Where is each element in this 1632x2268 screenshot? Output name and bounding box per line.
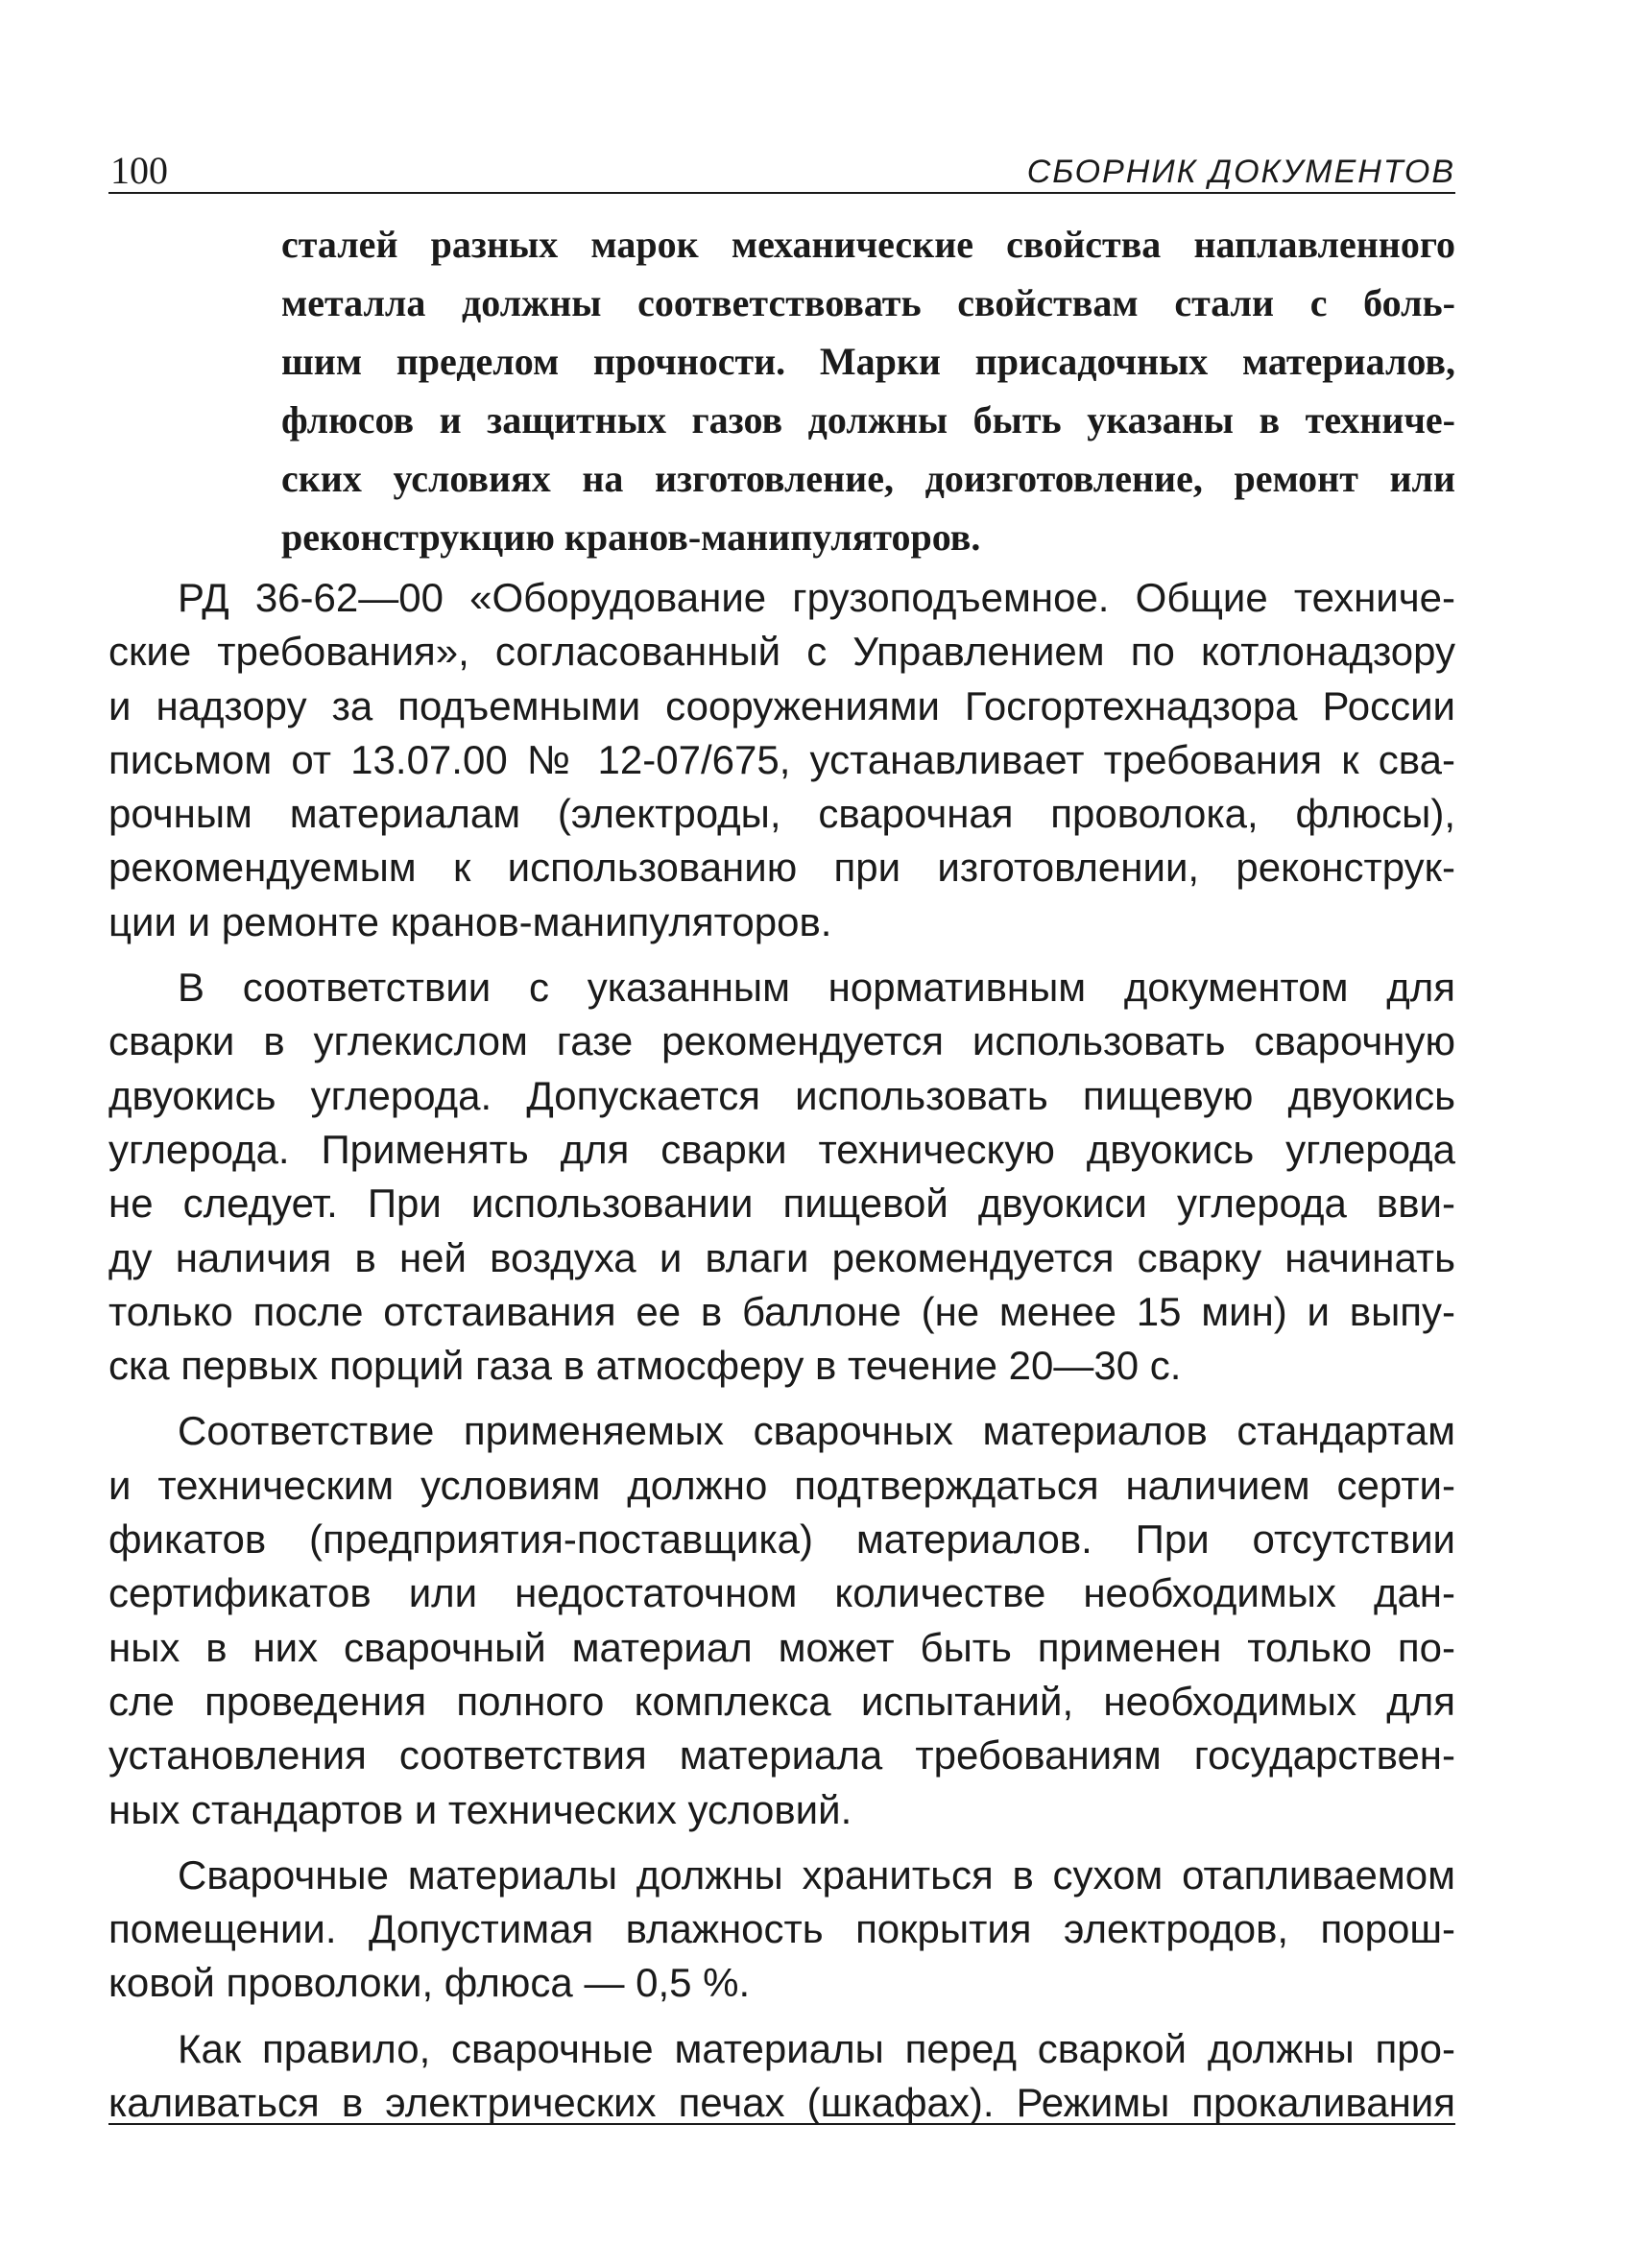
footer-rule — [108, 2123, 1455, 2125]
paragraph-certificates — [108, 1404, 1455, 1836]
body-text — [108, 571, 1455, 2130]
text-line: ду наличия в ней воздуха и влаги рекомендуется сварку начинать — [108, 1234, 1455, 1280]
running-title: СБОРНИК ДОКУМЕНТОВ — [1026, 154, 1455, 190]
text-line: каливаться в электрических печах (шкафах). Режимы прокаливания — [108, 2080, 1455, 2126]
text-line: двуокись углерода. Допускается использовать пищевую двуокись — [108, 1072, 1455, 1118]
bold-line: ских условиях на изготовление, доизготовление, ремонт или — [281, 457, 1455, 500]
text-line: ных в них сварочный материал может быть применен только по- — [108, 1624, 1455, 1670]
text-line: фикатов (предприятия-поставщика) материалов. При отсутствии — [108, 1516, 1455, 1563]
text-line: ска первых порций газа в атмосферу в течение 20—30 с. — [108, 1343, 1182, 1389]
text-line: рекомендуемым к использованию при изготовлении, реконструк- — [108, 845, 1455, 891]
text-line: Сварочные материалы должны храниться в сухом отапливаемом — [178, 1851, 1455, 1898]
text-line: ковой проволоки, флюса — 0,5 %. — [108, 1960, 751, 2006]
paragraph-rd-36-62 — [108, 571, 1455, 949]
text-line: и техническим условиям должно подтверждаться наличием серти- — [108, 1462, 1455, 1508]
text-line: сертификатов или недостаточном количестве необходимых дан- — [108, 1570, 1455, 1616]
text-line: ские требования», согласованный с Управлением по котлонадзору — [108, 629, 1455, 675]
text-line: РД 36-62—00 «Оборудование грузоподъемное. Общие техниче- — [178, 575, 1455, 620]
paragraph-carbon-dioxide — [108, 961, 1455, 1393]
text-line: письмом от 13.07.00 № 12-07/675, устанавливает требования к сва- — [108, 736, 1455, 782]
text-line: ных стандартов и технических условий. — [108, 1786, 852, 1832]
paragraph-calcination — [108, 2022, 1455, 2131]
bold-line: металла должны соответствовать свойствам стали с боль- — [281, 281, 1455, 324]
paragraph-storage — [108, 1849, 1455, 2011]
text-line: Как правило, сварочные материалы перед сваркой должны про- — [178, 2025, 1455, 2071]
text-line: только после отстаивания ее в баллоне (не менее 15 мин) и выпу- — [108, 1288, 1455, 1334]
text-line: сварки в углекислом газе рекомендуется использовать сварочную — [108, 1018, 1455, 1064]
page-header — [108, 144, 1455, 194]
text-line: и надзору за подъемными сооружениями Госгортехнадзора России — [108, 682, 1455, 728]
bold-line: сталей разных марок механические свойства наплавленного — [281, 223, 1455, 266]
bold-line: флюсов и защитных газов должны быть указаны в техниче- — [281, 398, 1455, 442]
text-line: рочным материалам (электроды, сварочная проволока, флюсы), — [108, 791, 1455, 837]
page-number: 100 — [110, 149, 168, 192]
bold-line: реконструкцию кранов-манипуляторов. — [281, 515, 981, 559]
text-line: сле проведения полного комплекса испытаний, необходимых для — [108, 1678, 1455, 1724]
text-line: Соответствие применяемых сварочных материалов стандартам — [178, 1408, 1455, 1454]
bold-line: шим пределом прочности. Марки присадочных материалов, — [281, 340, 1455, 383]
text-line: углерода. Применять для сварки техническую двуокись углерода — [108, 1126, 1455, 1172]
text-line: ции и ремонте кранов-манипуляторов. — [108, 898, 832, 944]
text-line: В соответствии с указанным нормативным документом для — [178, 965, 1455, 1011]
text-line: помещении. Допустимая влажность покрытия электродов, порош- — [108, 1906, 1455, 1952]
bold-continuation-block — [281, 215, 1455, 566]
text-line: не следует. При использовании пищевой двуокиси углерода вви- — [108, 1181, 1455, 1227]
text-line: установления соответствия материала требованиям государствен- — [108, 1732, 1455, 1779]
